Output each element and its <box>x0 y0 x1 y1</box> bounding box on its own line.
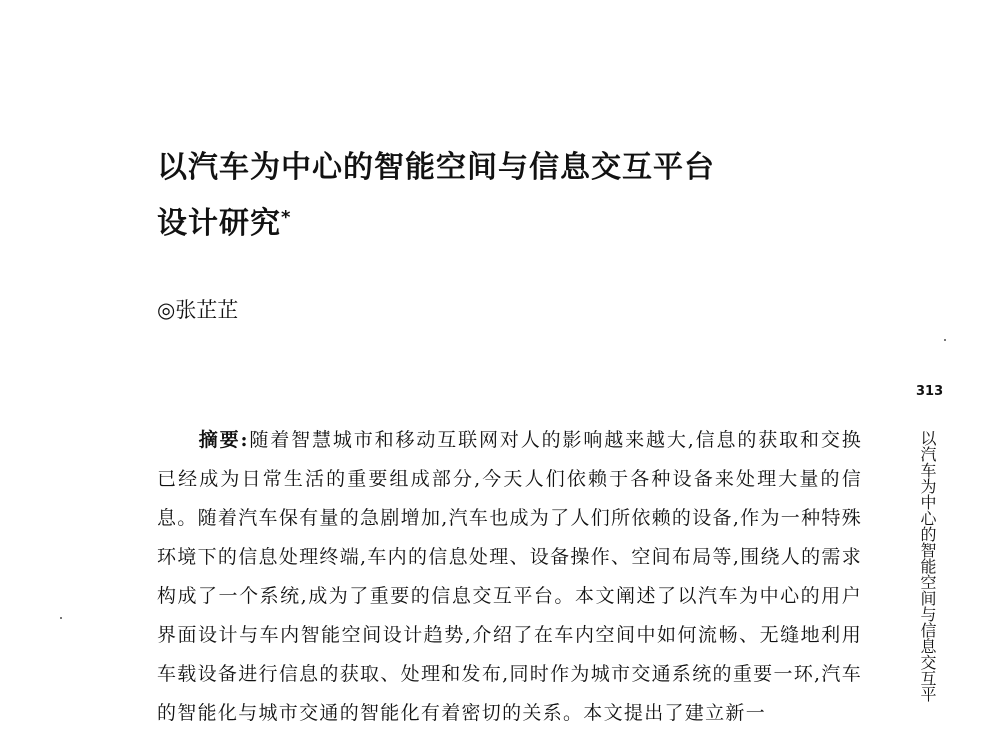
abstract-label: 摘要: <box>198 429 249 451</box>
author-line: ◎张芷芷 <box>157 298 239 322</box>
abstract-paragraph <box>157 421 862 733</box>
title-line-2: 设计研究 <box>157 206 281 241</box>
abstract-text: 随着智慧城市和移动互联网对人的影响越来越大,信息的获取和交换已经成为日常生活的重要组成部分,今天人们依赖于各种设备来处理大量的信息。随着汽车保有量的急剧增加,汽车也成为了人们所依赖的设备,作为一种特殊环境下的信息处理终端,车内的信息处理、设备操作、空间布局等,围绕人的需求构成了一个系统,成为了重要的信息交互平台。本文阐述了以汽车为中心的用户界面设计与车内智能空间设计趋势,介绍了在车内空间中如何流畅、无缝地利用车载设备进行信息的获取、处理和发布,同时作为城市交通系统的重要一环,汽车的智能化与城市交通的智能化有着密切的关系。本文提出了建立新一 <box>157 429 862 724</box>
footnote-marker: * <box>281 207 292 228</box>
scan-speck <box>944 339 946 341</box>
scan-speck <box>60 617 62 619</box>
page-number: 313 <box>916 384 944 399</box>
title-line-1: 以汽车为中心的智能空间与信息交互平台 <box>157 150 715 185</box>
article-title <box>157 140 877 252</box>
running-title: 以汽车为中心的智能空间与信息交互平 <box>918 430 937 702</box>
